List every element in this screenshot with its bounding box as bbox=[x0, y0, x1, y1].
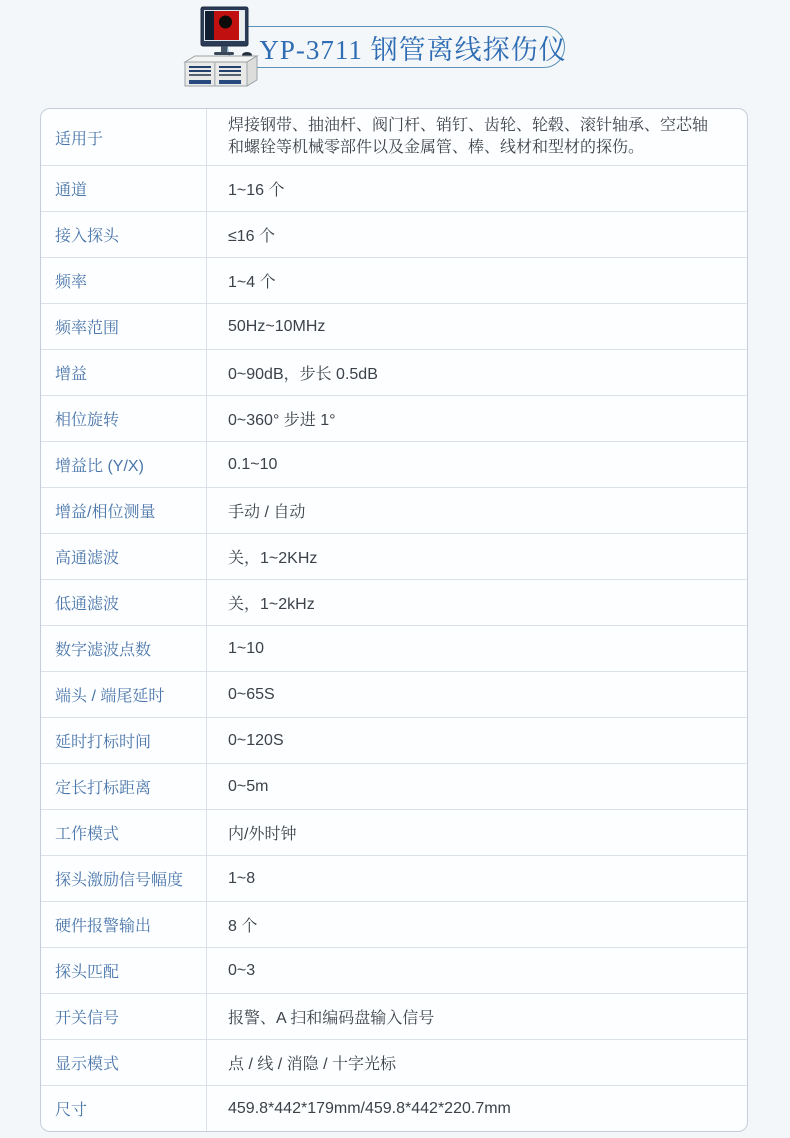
table-row bbox=[41, 763, 747, 809]
spec-value: 8 个 bbox=[228, 918, 258, 935]
page-title: YP-3711 钢管离线探伤仪 bbox=[259, 34, 567, 65]
spec-label: 接入探头 bbox=[41, 212, 207, 257]
spec-label: 频率 bbox=[41, 258, 207, 303]
spec-value: 焊接钢带、抽油杆、阀门杆、销钉、齿轮、轮毂、滚针轴承、空芯轴和螺铨等机械零部件以及金属管、棒、线材和型材的探伤。 bbox=[228, 117, 709, 156]
spec-value: 0~5m bbox=[228, 777, 269, 795]
table-row bbox=[41, 487, 747, 533]
table-row bbox=[41, 855, 747, 901]
spec-label: 工作模式 bbox=[41, 810, 207, 855]
spec-label: 高通滤波 bbox=[41, 534, 207, 579]
table-row bbox=[41, 533, 747, 579]
spec-value: 手动 / 自动 bbox=[228, 504, 306, 521]
spec-label: 探头激励信号幅度 bbox=[41, 856, 207, 901]
table-row bbox=[41, 993, 747, 1039]
table-row bbox=[41, 395, 747, 441]
spec-value: 点 / 线 / 消隐 / 十字光标 bbox=[228, 1056, 397, 1073]
spec-value: 1~10 bbox=[228, 639, 265, 657]
spec-value: 0~120S bbox=[228, 731, 284, 749]
spec-label: 频率范围 bbox=[41, 304, 207, 349]
spec-label: 硬件报警输出 bbox=[41, 902, 207, 947]
spec-value: 0~90dB，步长 0.5dB bbox=[228, 366, 378, 383]
table-row bbox=[41, 211, 747, 257]
spec-value: 459.8*442*179mm/459.8*442*220.7mm bbox=[228, 1099, 511, 1117]
table-row bbox=[41, 441, 747, 487]
spec-value: 关，1~2kHz bbox=[228, 596, 315, 613]
spec-label: 相位旋转 bbox=[41, 396, 207, 441]
spec-value: 关，1~2KHz bbox=[228, 550, 318, 567]
table-row bbox=[41, 109, 747, 165]
table-row bbox=[41, 717, 747, 763]
spec-label: 适用于 bbox=[41, 109, 207, 165]
spec-label: 探头匹配 bbox=[41, 948, 207, 993]
table-row bbox=[41, 1085, 747, 1131]
spec-value: 0.1~10 bbox=[228, 455, 278, 473]
spec-value: 报警、A 扫和编码盘输入信号 bbox=[228, 1010, 435, 1027]
spec-label: 增益比 (Y/X) bbox=[41, 442, 207, 487]
table-row bbox=[41, 1039, 747, 1085]
table-row bbox=[41, 901, 747, 947]
spec-label: 通道 bbox=[41, 166, 207, 211]
spec-value: 0~3 bbox=[228, 961, 256, 979]
page-header bbox=[0, 0, 790, 104]
table-row bbox=[41, 349, 747, 395]
spec-label: 低通滤波 bbox=[41, 580, 207, 625]
flaw-detector-instrument-icon bbox=[181, 6, 259, 97]
spec-label: 显示模式 bbox=[41, 1040, 207, 1085]
spec-label: 开关信号 bbox=[41, 994, 207, 1039]
spec-label: 定长打标距离 bbox=[41, 764, 207, 809]
spec-value: 1~4 个 bbox=[228, 274, 276, 291]
table-row bbox=[41, 303, 747, 349]
spec-value: 内/外时钟 bbox=[228, 826, 297, 843]
spec-label: 端头 / 端尾延时 bbox=[41, 672, 207, 717]
table-row bbox=[41, 671, 747, 717]
spec-label: 增益/相位测量 bbox=[41, 488, 207, 533]
spec-value: 50Hz~10MHz bbox=[228, 317, 326, 335]
table-row bbox=[41, 809, 747, 855]
spec-value: 0~360° 步进 1° bbox=[228, 412, 336, 429]
table-row bbox=[41, 257, 747, 303]
spec-table bbox=[40, 108, 748, 1132]
table-row bbox=[41, 625, 747, 671]
table-row bbox=[41, 579, 747, 625]
spec-label: 延时打标时间 bbox=[41, 718, 207, 763]
spec-value: ≤16 个 bbox=[228, 228, 276, 245]
spec-value: 1~8 bbox=[228, 869, 256, 887]
title-badge bbox=[227, 26, 565, 68]
table-row bbox=[41, 165, 747, 211]
spec-label: 增益 bbox=[41, 350, 207, 395]
spec-value: 1~16 个 bbox=[228, 182, 285, 199]
spec-label: 尺寸 bbox=[41, 1086, 207, 1131]
table-row bbox=[41, 947, 747, 993]
spec-value: 0~65S bbox=[228, 685, 275, 703]
spec-label: 数字滤波点数 bbox=[41, 626, 207, 671]
